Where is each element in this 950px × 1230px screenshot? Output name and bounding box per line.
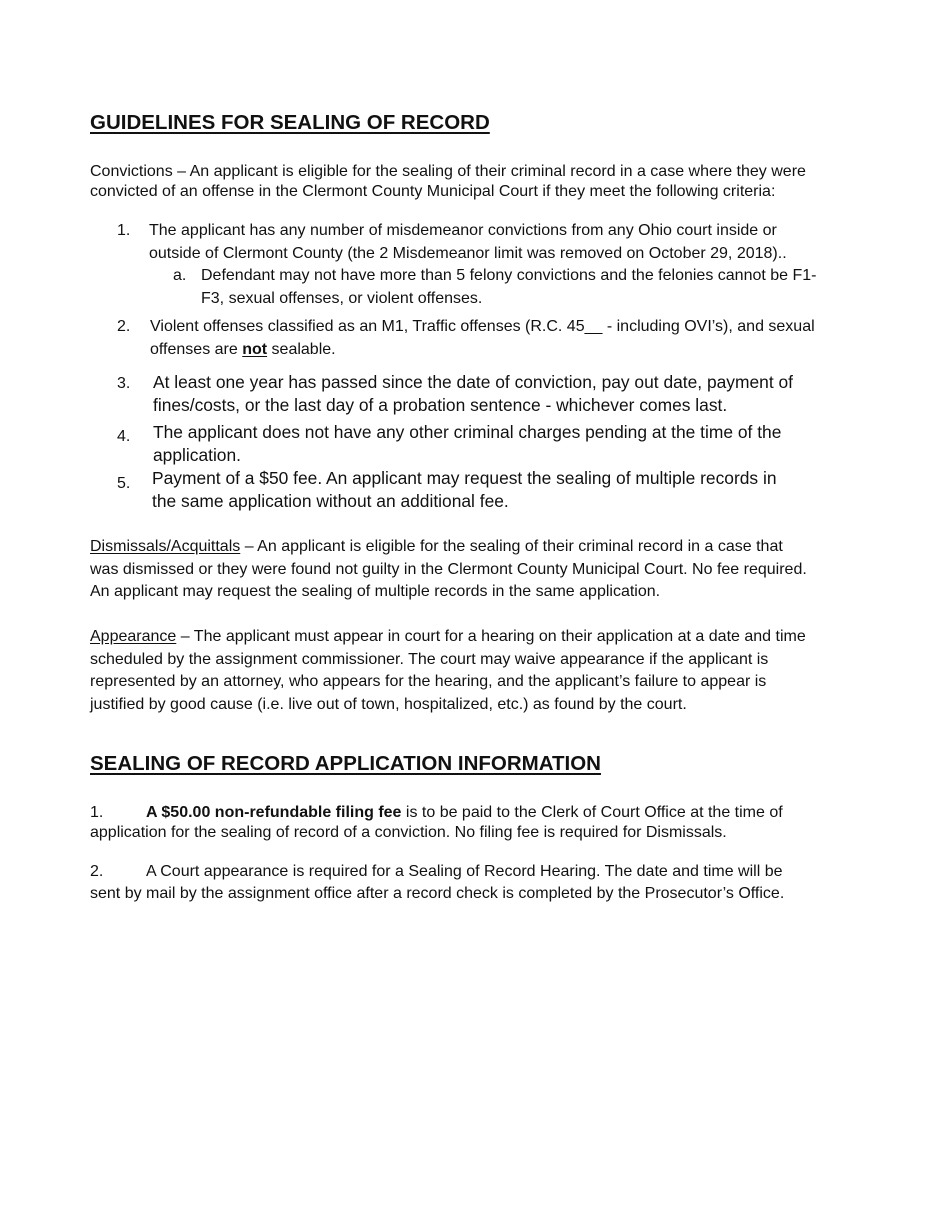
convictions-intro-line1: Convictions – An applicant is eligible for the sealing of their criminal record in a case where they were: [90, 163, 806, 180]
dismissals-paragraph: [90, 536, 807, 604]
criterion-5-text: [152, 467, 777, 512]
appearance-line1: [90, 626, 806, 649]
application-info-heading: SEALING OF RECORD APPLICATION INFORMATION: [90, 752, 601, 775]
info-2-number: 2.: [90, 863, 104, 880]
criterion-2-line2-end: sealable.: [267, 340, 336, 358]
criterion-1a-line2: F3, sexual offenses, or violent offenses.: [201, 289, 483, 307]
criterion-2-line2-start: offenses are: [150, 340, 243, 358]
criterion-4-text: [153, 421, 781, 466]
criterion-5-number: 5.: [117, 475, 131, 492]
criterion-5-line2: the same application without an additional fee.: [152, 490, 509, 511]
criterion-1-number: 1.: [117, 222, 131, 239]
appearance-line1-rest: – The applicant must appear in court for a hearing on their application at a date and time: [176, 628, 806, 645]
criterion-2-line2: [150, 339, 815, 362]
criterion-4-line2: application.: [153, 444, 241, 465]
not-emphasis: not: [242, 340, 268, 358]
convictions-intro-line2: convicted of an offense in the Clermont County Municipal Court if they meet the following criteria:: [90, 183, 776, 200]
appearance-paragraph: [90, 626, 806, 716]
dismissals-line1: [90, 536, 807, 559]
criterion-5-line1: Payment of a $50 fee. An applicant may request the sealing of multiple records in: [152, 468, 777, 488]
dismissals-line1-rest: – An applicant is eligible for the sealing of their criminal record in a case that: [240, 538, 783, 555]
appearance-label: Appearance: [90, 628, 177, 645]
criterion-1a-text: [201, 265, 817, 310]
appearance-line3: represented by an attorney, who appears for the hearing, and the applicant’s failure to appear is: [90, 673, 767, 690]
info-1-line1: [146, 803, 783, 823]
dismissals-label: Dismissals/Acquittals: [90, 538, 241, 555]
criterion-1a-letter: a.: [173, 267, 187, 284]
info-2-line1: A Court appearance is required for a Sealing of Record Hearing. The date and time will be: [146, 863, 783, 880]
criterion-3-number: 3.: [117, 375, 131, 392]
criterion-1-line1: The applicant has any number of misdemeanor convictions from any Ohio court inside or: [149, 222, 777, 239]
criterion-1-line2: outside of Clermont County (the 2 Misdemeanor limit was removed on October 29, 2018)..: [149, 244, 787, 262]
criterion-3-line2: fines/costs, or the last day of a probation sentence - whichever comes last.: [153, 394, 728, 415]
dismissals-line3: An applicant may request the sealing of multiple records in the same application.: [90, 583, 661, 600]
criterion-4-number: 4.: [117, 428, 131, 445]
criterion-4-line1: The applicant does not have any other criminal charges pending at the time of the: [153, 422, 782, 442]
info-1-line1-rest: is to be paid to the Clerk of Court Office at the time of: [401, 804, 783, 821]
criterion-2-text: [150, 316, 815, 361]
appearance-line4: justified by good cause (i.e. live out of town, hospitalized, etc.) as found by the court.: [90, 695, 687, 713]
criterion-3-line1: At least one year has passed since the date of conviction, pay out date, payment of: [153, 372, 793, 392]
info-2-line2: sent by mail by the assignment office after a record check is completed by the Prosecutor’s Office.: [90, 885, 785, 902]
convictions-intro: [90, 162, 806, 202]
appearance-line2: scheduled by the assignment commissioner. The court may waive appearance if the applicant is: [90, 650, 769, 668]
criterion-1-text: [149, 220, 787, 265]
guidelines-heading: GUIDELINES FOR SEALING OF RECORD: [90, 111, 490, 134]
info-1-number: 1.: [90, 804, 104, 821]
filing-fee-emphasis: A $50.00 non-refundable filing fee: [146, 804, 402, 821]
criterion-1a-line1: Defendant may not have more than 5 felony convictions and the felonies cannot be F1-: [201, 267, 817, 284]
criterion-2-line1: Violent offenses classified as an M1, Traffic offenses (R.C. 45__ - including OVI’s), and sexual: [150, 318, 815, 335]
dismissals-line2: was dismissed or they were found not guilty in the Clermont County Municipal Court. No fee required.: [90, 560, 807, 578]
criterion-2-number: 2.: [117, 318, 131, 335]
info-1-line2: application for the sealing of record of a conviction. No filing fee is required for Dismissals.: [90, 824, 727, 841]
criterion-3-text: [153, 371, 793, 416]
